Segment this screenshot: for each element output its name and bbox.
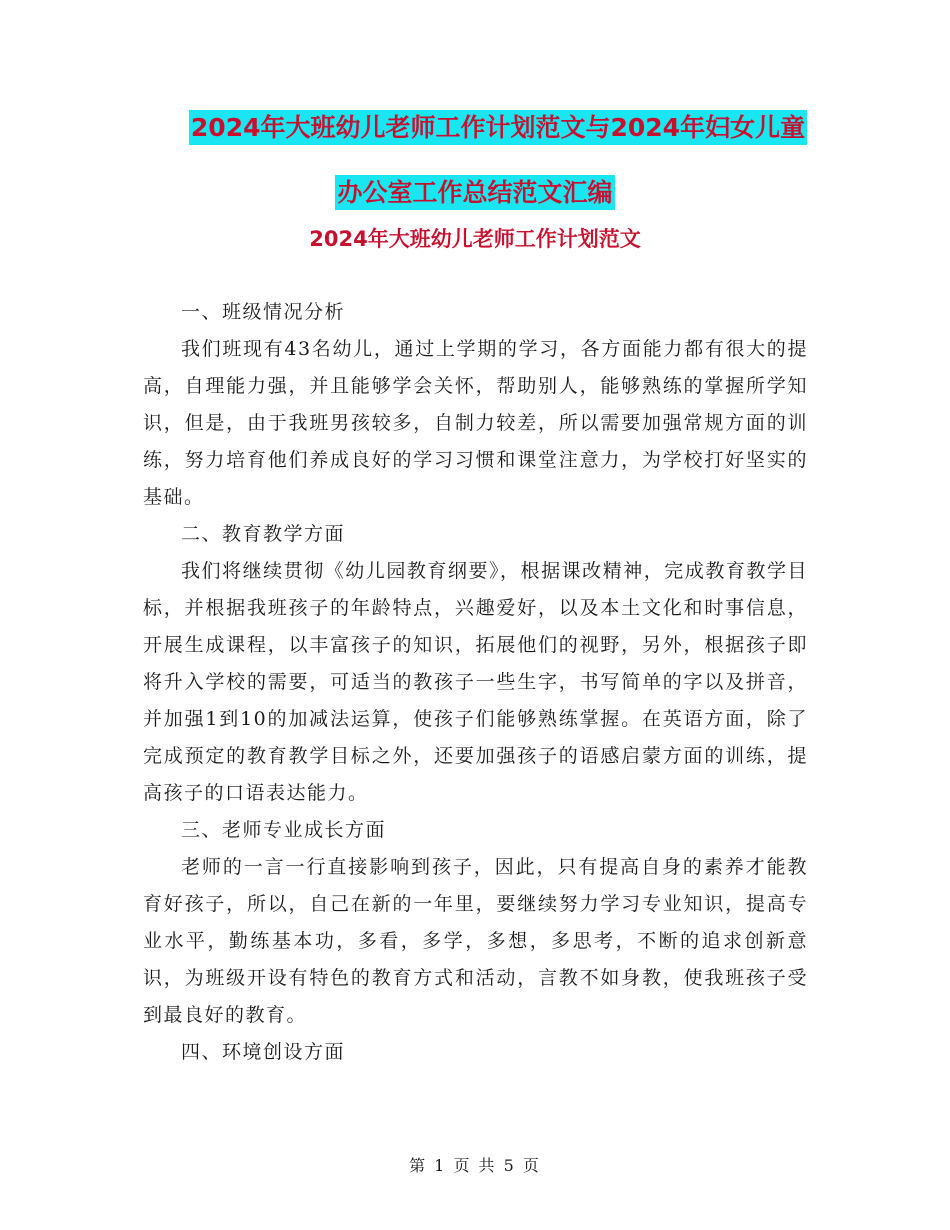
section-body-3: 老师的一言一行直接影响到孩子，因此，只有提高自身的素养才能教育好孩子，所以，自己在新的一年里，要继续努力学习专业知识，提高专业水平，勤练基本功，多看，多学，多想，多思考，不断的追求创新意识，为班级开设有特色的教育方式和活动，言教不如身教，使我班孩子受到最良好的教育。	[143, 856, 808, 1026]
document-title	[0, 110, 950, 210]
title-line-2: 办公室工作总结范文汇编	[335, 175, 614, 210]
section-heading-1: 一、班级情况分析	[181, 301, 346, 323]
title-line-1: 2024年大班幼儿老师工作计划范文与2024年妇女儿童	[189, 110, 807, 145]
section-heading-2: 二、教育教学方面	[181, 523, 346, 545]
document-body	[143, 294, 808, 1071]
section-body-2: 我们将继续贯彻《幼儿园教育纲要》，根据课改精神，完成教育教学目标，并根据我班孩子的年龄特点，兴趣爱好，以及本土文化和时事信息，开展生成课程，以丰富孩子的知识，拓展他们的视野，另外，根据孩子即将升入学校的需要，可适当的教孩子一些生字，书写简单的字以及拼音，并加强1到10的加减法运算，使孩子们能够熟练掌握。在英语方面，除了完成预定的教育教学目标之外，还要加强孩子的语感启蒙方面的训练，提高孩子的口语表达能力。	[143, 560, 808, 804]
section-body-1: 我们班现有43名幼儿，通过上学期的学习，各方面能力都有很大的提高，自理能力强，并且能够学会关怀，帮助别人，能够熟练的掌握所学知识，但是，由于我班男孩较多，自制力较差，所以需要加强常规方面的训练，努力培育他们养成良好的学习习惯和课堂注意力，为学校打好坚实的基础。	[143, 338, 808, 508]
page-footer: 第 1 页 共 5 页	[409, 1156, 541, 1175]
section-title: 2024年大班幼儿老师工作计划范文	[309, 227, 641, 251]
section-heading-3: 三、老师专业成长方面	[181, 819, 387, 841]
section-heading-4: 四、环境创设方面	[181, 1041, 346, 1063]
